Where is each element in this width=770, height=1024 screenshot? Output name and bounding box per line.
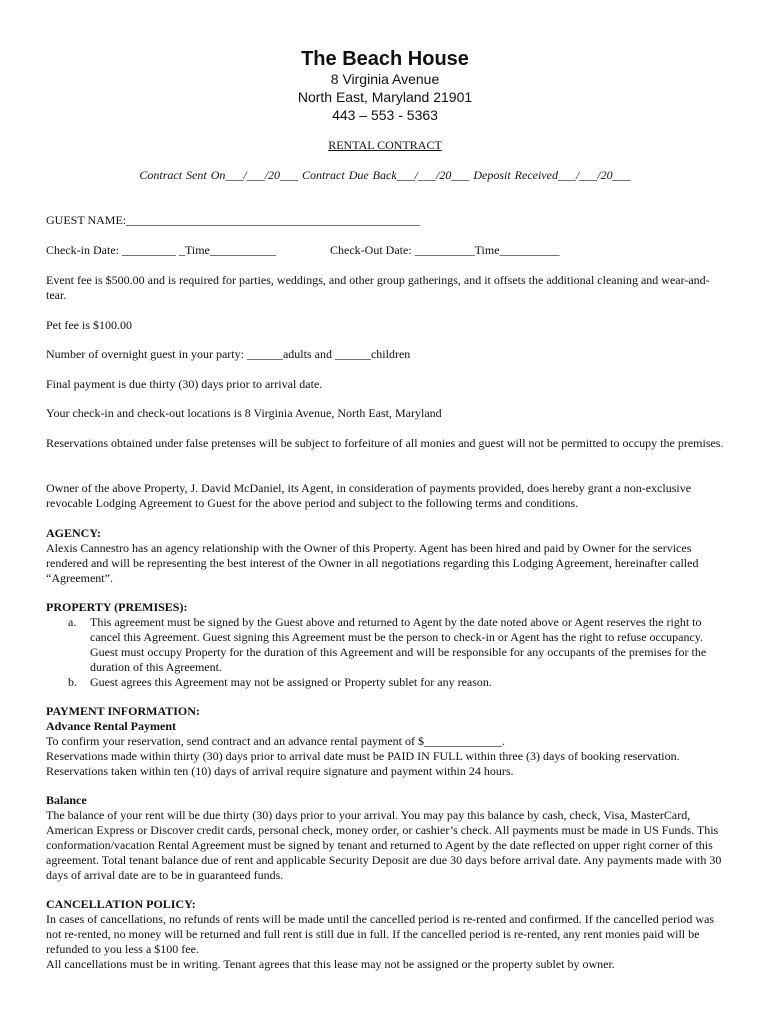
agency-heading: AGENCY:	[46, 526, 101, 540]
list-item	[46, 615, 726, 675]
payment-section	[46, 704, 726, 779]
cancellation-section	[46, 897, 726, 972]
list-item-text: This agreement must be signed by the Guest above and returned to Agent by the date noted above or Agent reserves the right to cancel this Agreement. Guest signing this Agreement must be the person to check-in or Agent has the right to refuse occupancy. Guest must occupy Property for the duration of this Agreement and will be responsible for any occupants of the premises for the duration of this Agreement.	[90, 615, 707, 674]
advance-payment-subheading: Advance Rental Payment	[46, 719, 176, 733]
cancellation-heading: CANCELLATION POLICY:	[46, 897, 196, 911]
event-fee-paragraph: Event fee is $500.00 and is required for parties, weddings, and other group gatherings, and it offsets the additional cleaning and wear-and-tear.	[46, 273, 710, 302]
list-marker: b.	[68, 675, 77, 689]
checkout-field: Check-Out Date: __________Time__________	[330, 243, 560, 257]
payment-line-2: Reservations made within thirty (30) days prior to arrival date must be PAID IN FULL within three (3) days of booking reservation.	[46, 749, 680, 763]
final-payment-paragraph: Final payment is due thirty (30) days prior to arrival date.	[46, 377, 323, 391]
agency-text: Alexis Cannestro has an agency relationship with the Owner of this Property. Agent has been hired and paid by Owner for the services rendered and will be representing the best interest of the Owner in all negotiations regarding this Lodging Agreement, hereinafter called “Agreement”.	[46, 541, 699, 585]
balance-section	[46, 793, 726, 883]
checkin-field: Check-in Date: _________ _Time___________	[46, 243, 276, 257]
phone-number: 443 – 553 - 5363	[332, 107, 438, 123]
page-title: The Beach House	[301, 48, 469, 70]
balance-text: The balance of your rent will be due thirty (30) days prior to your arrival. You may pay this balance by cash, check, Visa, MasterCard, American Express or Discover credit cards, personal check, money order, or cashier’s check. All payments must be made in US Funds. This conformation/vacation Rental Agreement must be signed by tenant and returned to Agent by the date reflected on upper right corner of this agreement. Total tenant balance due of rent and applicable Security Deposit are due 30 days before arrival date. Any payments made with 30 days of arrival date are to be in guaranteed funds.	[46, 808, 722, 882]
agency-section	[46, 526, 726, 586]
property-heading: PROPERTY (PREMISES):	[46, 600, 188, 614]
pet-fee-paragraph: Pet fee is $100.00	[46, 318, 132, 332]
contract-title: RENTAL CONTRACT	[328, 138, 442, 152]
overnight-guests-paragraph: Number of overnight guest in your party: ______adults and ______children	[46, 347, 411, 361]
reservations-paragraph: Reservations obtained under false pretenses will be subject to forfeiture of all monies and guest will not be permitted to occupy the premises.	[46, 436, 724, 450]
address-line-2: North East, Maryland 21901	[297, 89, 473, 105]
payment-line-1: To confirm your reservation, send contract and an advance rental payment of $_____________.	[46, 734, 506, 748]
cancellation-text: In cases of cancellations, no refunds of rents will be made until the cancelled period is re-rented and confirmed. If the cancelled period was not re-rented, no money will be returned and full rent is still due in full. If the cancelled period is re-rented, any rent monies paid will be refunded to you less a $100 fee.	[46, 912, 715, 956]
payment-line-3: Reservations taken within ten (10) days of arrival require signature and payment within 24 hours.	[46, 764, 514, 778]
contract-dates-line: Contract Sent On___/___/20___ Contract Due Back___/___/20___ Deposit Received___/___/20___	[139, 168, 631, 182]
property-section	[46, 600, 726, 690]
owner-paragraph: Owner of the above Property, J. David McDaniel, its Agent, in consideration of payments provided, does hereby grant a non-exclusive revocable Lodging Agreement to Guest for the above period and subject to the following terms and conditions.	[46, 481, 692, 510]
checkin-checkout-row	[46, 243, 726, 258]
list-item-text: Guest agrees this Agreement may not be assigned or Property sublet for any reason.	[90, 675, 492, 689]
cancellation-last-line: All cancellations must be in writing. Tenant agrees that this lease may not be assigned or the property sublet by owner.	[46, 957, 615, 971]
address-line-1: 8 Virginia Avenue	[330, 71, 440, 87]
guest-name-field: GUEST NAME:_________________________________________________	[46, 213, 421, 227]
payment-heading: PAYMENT INFORMATION:	[46, 704, 200, 718]
balance-heading: Balance	[46, 793, 87, 807]
list-marker: a.	[68, 615, 77, 629]
list-item	[46, 675, 726, 690]
locations-paragraph: Your check-in and check-out locations is 8 Virginia Avenue, North East, Maryland	[46, 406, 442, 420]
